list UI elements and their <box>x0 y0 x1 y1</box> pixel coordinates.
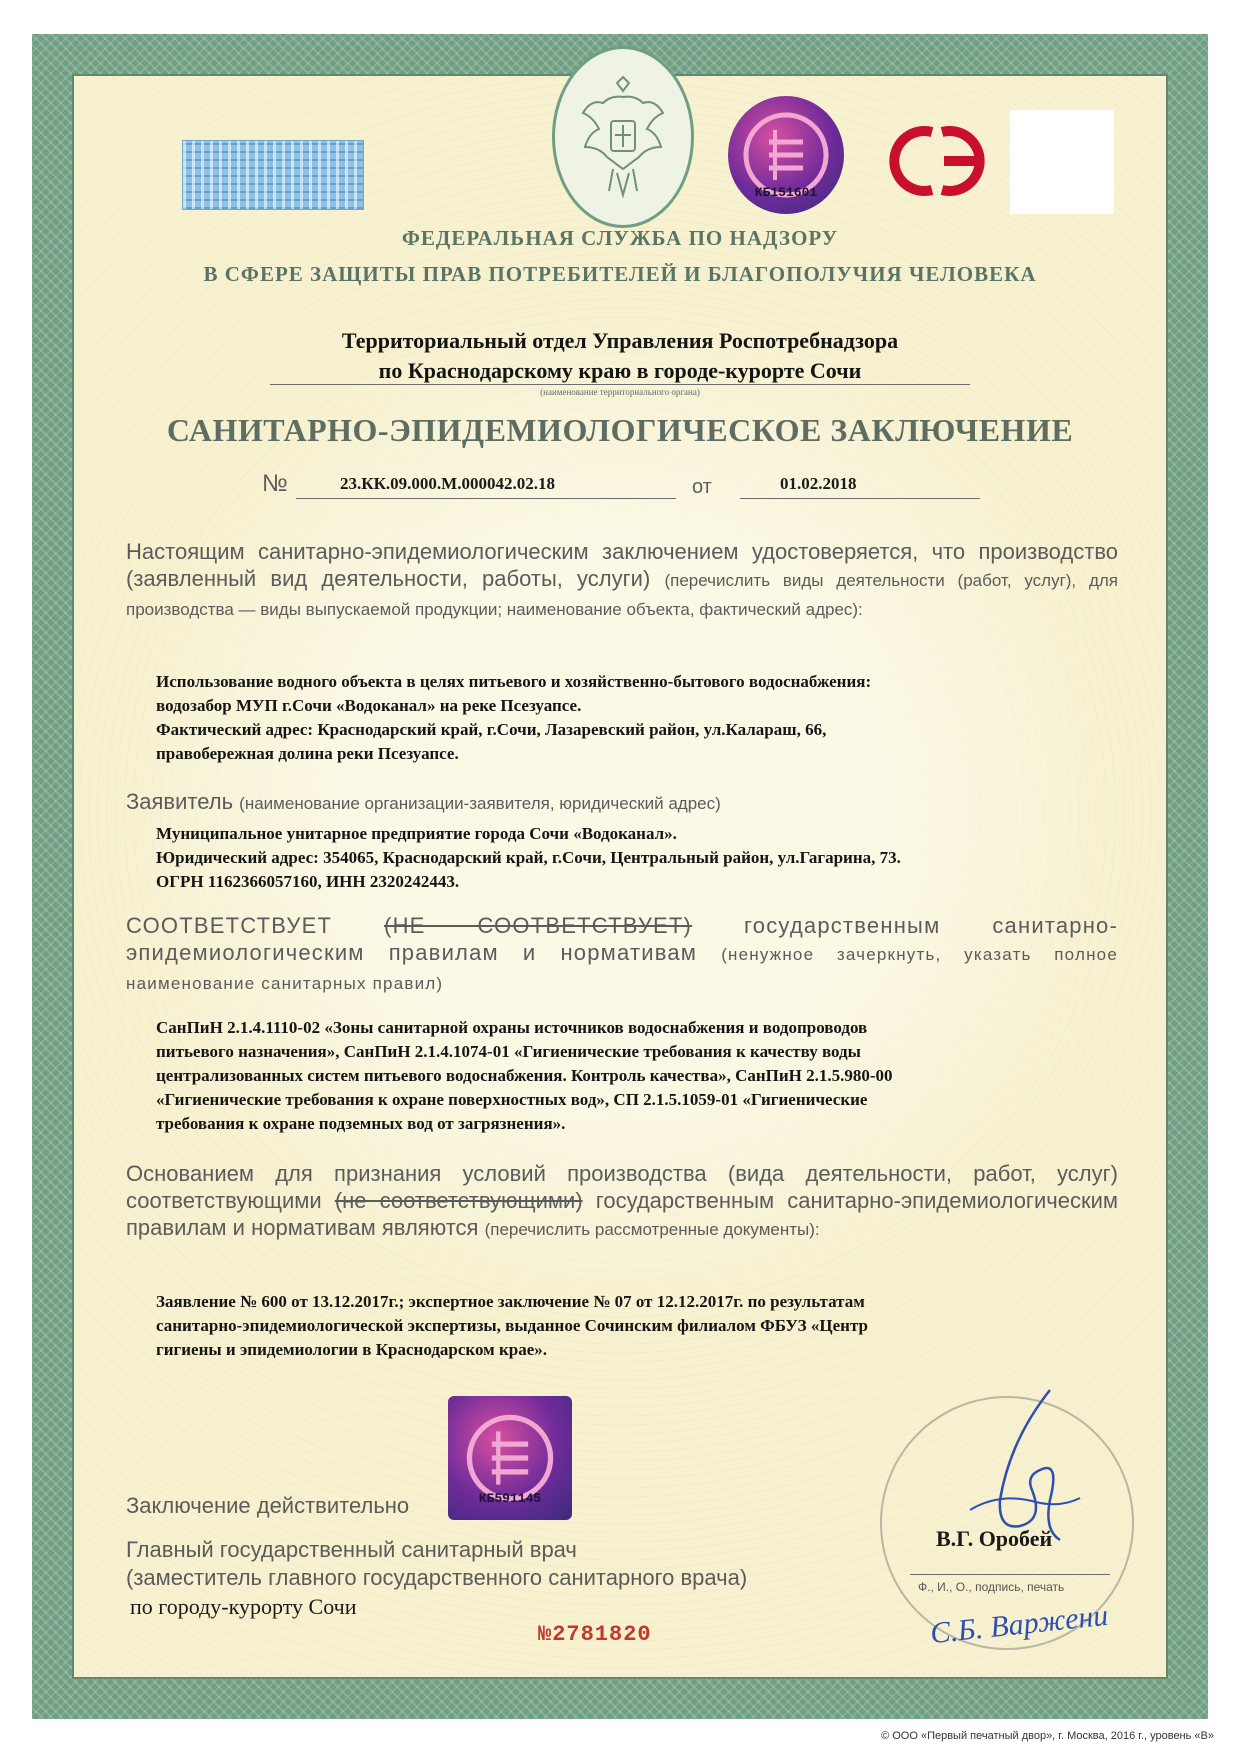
applicant-note: (наименование организации-заявителя, юридический адрес) <box>239 794 721 813</box>
hologram-code-bottom: КБ591145 <box>478 1491 542 1506</box>
hologram-seal-top <box>728 96 844 214</box>
signature-underline <box>910 1574 1110 1575</box>
conformity-statement <box>126 912 1118 997</box>
territorial-office-line1: Территориальный отдел Управления Роспотребнадзора <box>341 328 899 353</box>
signatory-role-line3: по городу-курорту Сочи <box>130 1594 357 1619</box>
date-label: от <box>692 476 712 498</box>
rule-line: СанПиН 2.1.4.1110-02 «Зоны санитарной охраны источников водоснабжения и водопроводов <box>156 1018 868 1037</box>
form-serial-number: №2781820 <box>538 1622 652 1647</box>
number-label: № <box>262 470 288 497</box>
activity-intro-note: (перечислить виды деятельности (работ, услуг), для производства — виды выпускаемой продукции; наименование объекта, фактический адрес): <box>126 571 1118 619</box>
basis-intro-b: государственным санитарно-эпидемиологическим правилам и нормативам являются <box>126 1188 1118 1240</box>
document-number: 23.КК.09.000.М.000042.02.18 <box>340 474 555 493</box>
applicant-line: ОГРН 1162366057160, ИНН 2320242443. <box>156 872 460 891</box>
sanitary-rules-list <box>156 1016 1072 1136</box>
applicant-details <box>156 822 1072 894</box>
conformity-note: (ненужное зачеркнуть, указать полное наименование санитарных правил) <box>126 945 1118 993</box>
activity-intro-text: Настоящим санитарно-эпидемиологическим заключением удостоверяется, что производство (заявленный вид деятельности, работы, услуги) <box>126 539 1118 591</box>
signature-scribble <box>940 1380 1090 1560</box>
activity-line: правобережная долина реки Псезуапсе. <box>156 744 459 763</box>
hologram-code-top: КБ151601 <box>754 185 818 200</box>
basis-intro-struck: (не соответствующими) <box>334 1188 583 1213</box>
document-title: САНИТАРНО-ЭПИДЕМИОЛОГИЧЕСКОЕ ЗАКЛЮЧЕНИЕ <box>166 412 1074 448</box>
validity-label: Заключение действительно <box>126 1493 410 1518</box>
office-caption: (наименование территориального органа) <box>540 387 700 397</box>
activity-intro <box>126 538 1118 623</box>
conformity-rest: государственным санитарно-эпидемиологическим правилам и нормативам <box>126 913 1119 965</box>
basis-intro-a: Основанием для признания условий производства (вида деятельности, работ, услуг) соответствующими <box>126 1161 1118 1213</box>
printer-footer: © ООО «Первый печатный двор», г. Москва, 2016 г., уровень «В» <box>881 1730 1214 1742</box>
basis-line: гигиены и эпидемиологии в Краснодарском крае». <box>156 1340 548 1359</box>
rule-line: требования к охране подземных вод от загрязнения». <box>156 1114 566 1133</box>
signatory-role-line2: (заместитель главного государственного санитарного врача) <box>126 1565 748 1590</box>
basis-intro-note: (перечислить рассмотренные документы): <box>484 1220 820 1239</box>
rule-line: питьевого назначения», СанПиН 2.1.4.1074-01 «Гигиенические требования к качеству воды <box>156 1042 861 1061</box>
hologram-seal-bottom <box>448 1396 572 1520</box>
applicant-line: Муниципальное унитарное предприятие города Сочи «Водоканал». <box>156 824 677 843</box>
agency-name-line2: В СФЕРЕ ЗАЩИТЫ ПРАВ ПОТРЕБИТЕЛЕЙ И БЛАГОПОЛУЧИЯ ЧЕЛОВЕКА <box>203 262 1037 286</box>
activity-line: Использование водного объекта в целях питьевого и хозяйственно-бытового водоснабжения: <box>156 672 872 691</box>
activity-line: водозабор МУП г.Сочи «Водоканал» на реке Псезуапсе. <box>156 696 582 715</box>
se-conformity-mark-icon <box>880 118 1000 204</box>
office-underline <box>270 384 970 385</box>
rule-line: централизованных систем питьевого водоснабжения. Контроль качества», СанПиН 2.1.5.980-00 <box>156 1066 893 1085</box>
number-underline <box>296 498 676 499</box>
conforms-word: СООТВЕТСТВУЕТ <box>126 913 333 938</box>
document-date: 01.02.2018 <box>780 474 857 493</box>
basis-intro <box>126 1160 1118 1243</box>
signatory-name: В.Г. Оробей <box>936 1526 1053 1551</box>
rule-line: «Гигиенические требования к охране поверхностных вод», СП 2.1.5.1059-01 «Гигиенические <box>156 1090 868 1109</box>
handwritten-signature: С.Б. Варжени <box>928 1598 1110 1651</box>
date-underline <box>740 498 980 499</box>
basis-line: санитарно-эпидемиологической экспертизы, выданное Сочинским филиалом ФБУЗ «Центр <box>156 1316 868 1335</box>
applicant-heading <box>126 788 1118 817</box>
signatory-role-line1: Главный государственный санитарный врач <box>126 1537 577 1562</box>
double-headed-eagle-icon <box>573 73 673 201</box>
activity-details <box>156 670 1072 766</box>
signature-caption: Ф., И., О., подпись, печать <box>918 1580 1065 1594</box>
applicant-label: Заявитель <box>126 789 234 814</box>
basis-line: Заявление № 600 от 13.12.2017г.; экспертное заключение № 07 от 12.12.2017г. по результатам <box>156 1292 865 1311</box>
not-conforms-struck: (НЕ СООТВЕТСТВУЕТ) <box>384 913 693 938</box>
basis-documents <box>156 1290 1072 1362</box>
activity-line: Фактический адрес: Краснодарский край, г.Сочи, Лазаревский район, ул.Калараш, 66, <box>156 720 827 739</box>
federal-emblem <box>552 46 694 228</box>
territorial-office-line2: по Краснодарскому краю в городе-курорте Сочи <box>378 358 862 383</box>
agency-name-line1: ФЕДЕРАЛЬНАЯ СЛУЖБА ПО НАДЗОРУ <box>401 226 839 250</box>
security-microtext-strip <box>182 140 364 210</box>
blank-patch <box>1010 110 1114 214</box>
applicant-line: Юридический адрес: 354065, Краснодарский край, г.Сочи, Центральный район, ул.Гагарина, 73. <box>156 848 901 867</box>
